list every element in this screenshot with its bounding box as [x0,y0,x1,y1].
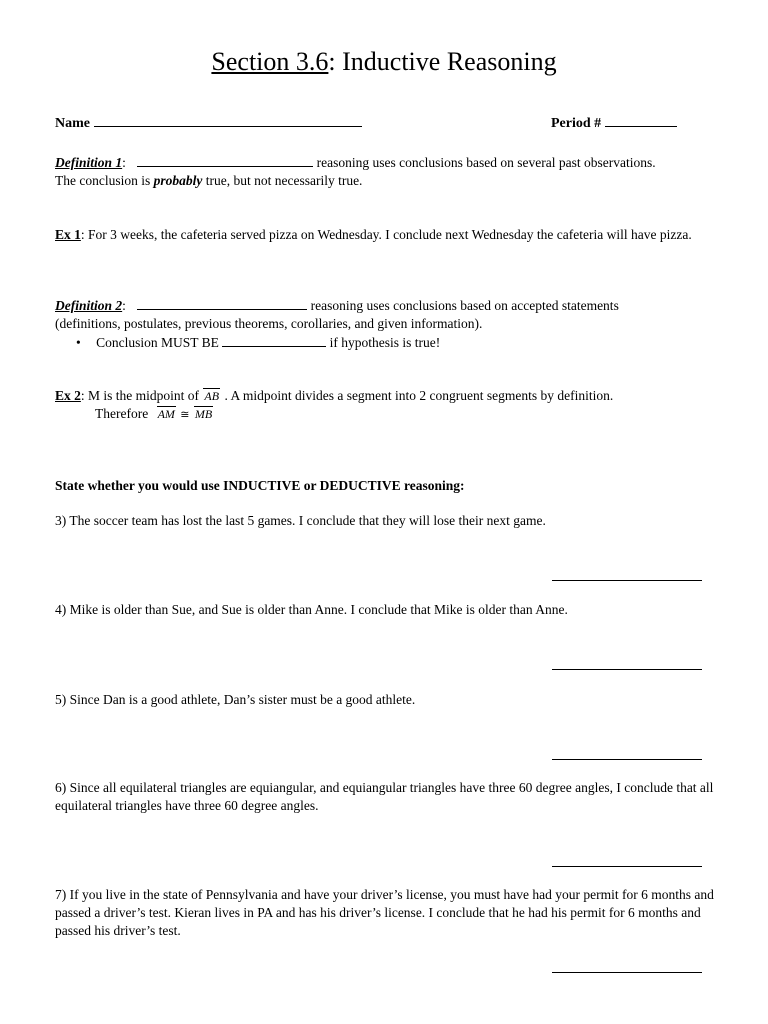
name-label: Name [55,116,90,131]
page-title [0,46,768,78]
definition-2-bullet [76,334,440,352]
example-1-text: : For 3 weeks, the cafeteria served pizza on Wednesday. I conclude next Wednesday the cafeteria will have pizza. [80,227,692,242]
period-row [551,115,677,133]
answer-line-4[interactable] [552,669,702,670]
question-5: 5) Since Dan is a good athlete, Dan’s sister must be a good athlete. [55,692,416,707]
section-number: Section 3.6 [211,47,329,76]
definition-2-blank[interactable] [137,308,307,310]
congruent-symbol: ≅ [180,409,190,421]
question-7: 7) If you live in the state of Pennsylvania and have your driver’s license, you must have had your permit for 6 months and passed a driver’s test. Kieran lives in PA and has his driver’s license. I conclude that he had his permit for 6 months and passed his driver’s test. [55,887,714,938]
answer-line-5[interactable] [552,759,702,760]
definition-2-line2: (definitions, postulates, previous theorems, corollaries, and given information). [55,316,483,331]
definition-2 [55,297,715,333]
definition-2-text: reasoning uses conclusions based on accepted statements [310,298,619,313]
answer-line-7[interactable] [552,972,702,973]
bullet-text-b: if hypothesis is true! [329,335,441,350]
definition-1-blank[interactable] [137,165,313,167]
name-blank[interactable] [94,125,362,127]
period-blank[interactable] [605,125,677,127]
instructions: State whether you would use INDUCTIVE or DEDUCTIVE reasoning: [55,478,465,493]
example-2-text-b: . A midpoint divides a segment into 2 congruent segments by definition. [224,388,614,403]
example-1-label: Ex 1 [55,227,81,242]
bullet-text-a: Conclusion MUST BE [96,335,219,350]
example-2-label: Ex 2 [55,388,81,403]
example-2-text-a: : M is the midpoint of [80,388,200,403]
definition-1-text: reasoning uses conclusions based on several past observations. [316,155,656,170]
bullet-icon: • [76,335,81,350]
answer-line-3[interactable] [552,580,702,581]
segment-ab: AB [204,389,220,403]
example-2-therefore [95,405,214,424]
question-3: 3) The soccer team has lost the last 5 games. I conclude that they will lose their next game. [55,513,546,528]
definition-2-colon: : [122,298,126,313]
period-label: Period # [551,116,602,131]
name-row [55,115,362,133]
bullet-blank[interactable] [222,345,326,347]
example-1 [55,226,715,244]
answer-line-6[interactable] [552,866,702,867]
definition-1-colon: : [122,155,126,170]
definition-1-line2a: The conclusion is [55,173,154,188]
definition-1-emphasis: probably [153,173,203,188]
definition-2-label: Definition 2 [55,298,123,313]
example-2 [55,387,715,405]
segment-mb: MB [194,407,213,421]
title-text: : Inductive Reasoning [328,47,557,76]
question-6: 6) Since all equilateral triangles are equiangular, and equiangular triangles have three 60 degree angles, I conclude that all equilateral triangles have three 60 degree angles. [55,780,714,813]
definition-1-label: Definition 1 [55,155,123,170]
definition-1-line2b: true, but not necessarily true. [202,173,363,188]
definition-1 [55,154,715,190]
therefore-text: Therefore [95,406,149,421]
question-4: 4) Mike is older than Sue, and Sue is older than Anne. I conclude that Mike is older than Anne. [55,602,568,617]
segment-am: AM [157,407,175,421]
